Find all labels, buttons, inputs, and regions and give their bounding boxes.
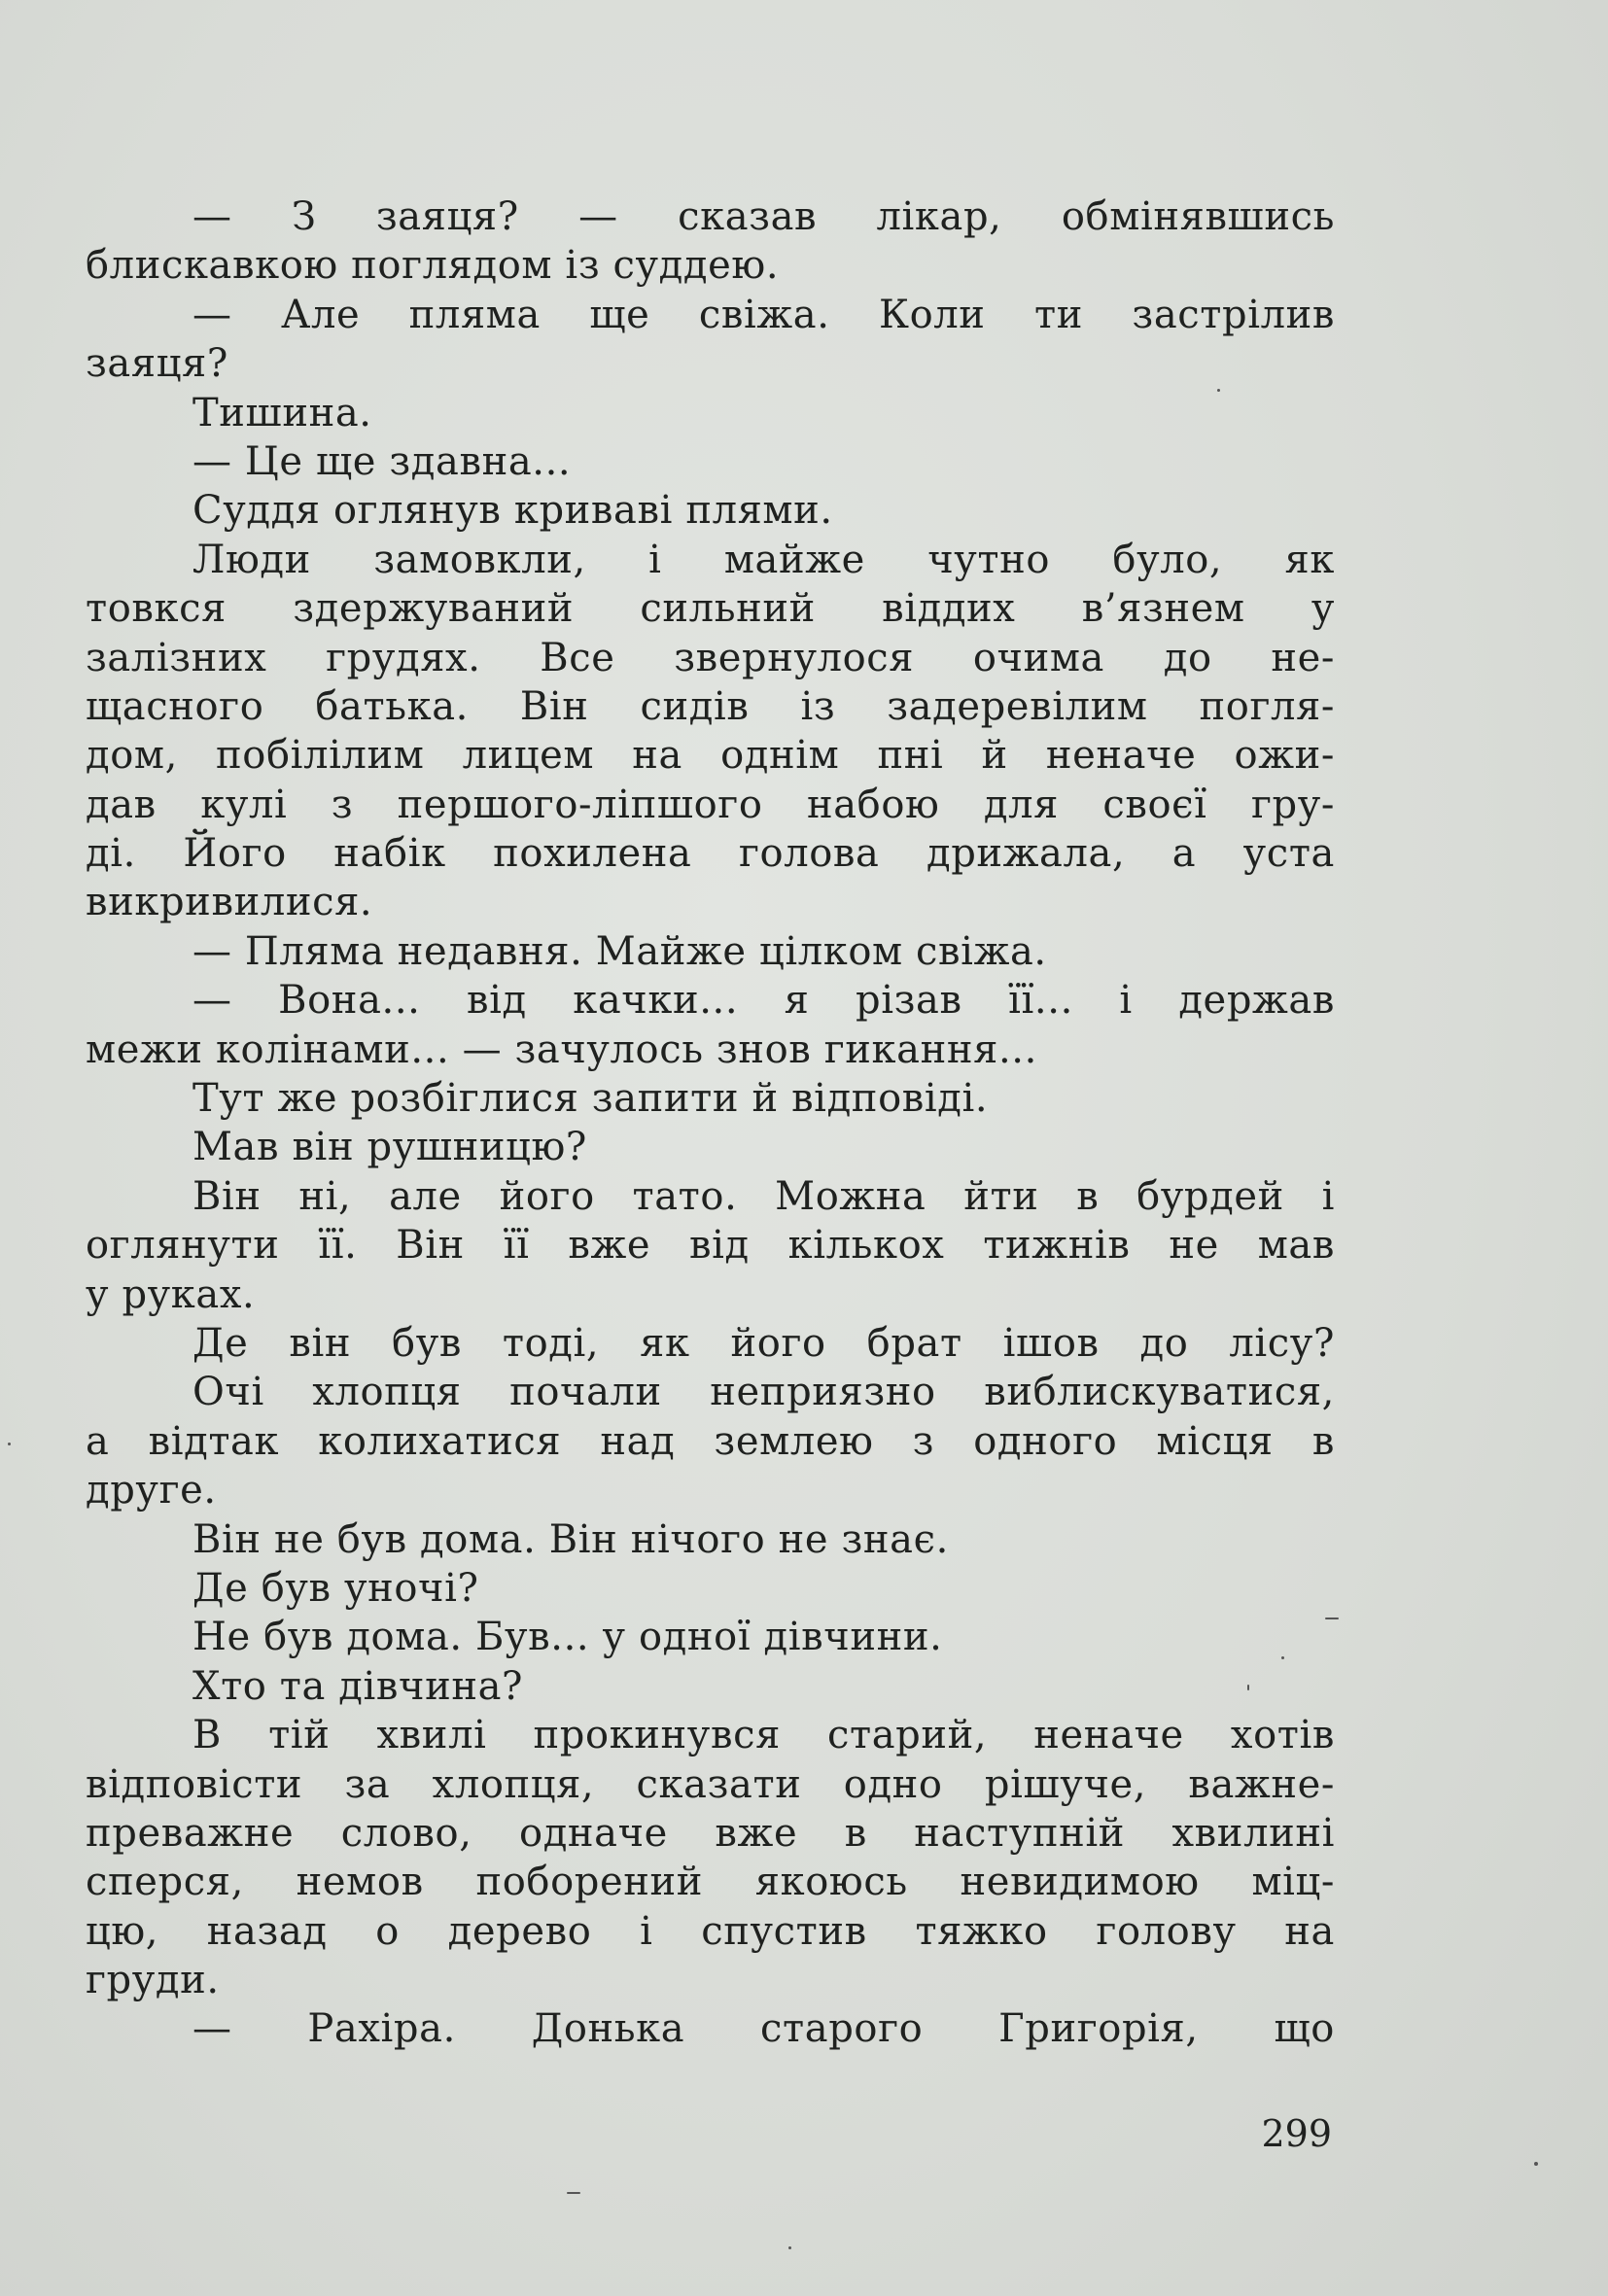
text-line: Він ні, але його тато. Можна йти в бурдей і xyxy=(192,1173,1335,1219)
text-line: Суддя оглянув криваві плями. xyxy=(192,488,833,534)
text-line: Де він був тоді, як його брат ішов до лісу? xyxy=(192,1320,1335,1366)
text-line: — Вона... від качки... я різав її... і держав xyxy=(192,978,1335,1024)
text-line: у руках. xyxy=(86,1271,256,1317)
scan-speck xyxy=(1217,389,1220,392)
text-line: груди. xyxy=(86,1958,220,2003)
text-line: оглянути її. Він її вже від кількох тижнів не мав xyxy=(86,1223,1335,1269)
text-line: Мав він рушницю? xyxy=(192,1125,587,1170)
scan-speck xyxy=(1534,2162,1538,2166)
text-line: — Це ще здавна... xyxy=(192,438,572,484)
scan-speck xyxy=(1247,1685,1249,1690)
text-line: друге. xyxy=(86,1468,217,1513)
text-line: товкся здержуваний сильний віддих в’язнем у xyxy=(86,586,1335,632)
text-line: щасного батька. Він сидів із задеревілим погля- xyxy=(86,683,1335,729)
text-line: Очі хлопця почали неприязно виблискуватися, xyxy=(192,1370,1335,1415)
text-line: Тут же розбіглися запити й відповіді. xyxy=(192,1076,989,1122)
text-line: преважне слово, одначе вже в наступній хвилині xyxy=(86,1810,1335,1856)
text-line: — З заяця? — сказав лікар, обмінявшись xyxy=(192,194,1335,239)
text-line: ді. Його набік похилена голова дрижала, а уста xyxy=(86,831,1335,877)
text-line: залізних грудях. Все звернулося очима до не- xyxy=(86,635,1335,680)
body-text xyxy=(86,192,1335,2054)
text-line: заяця? xyxy=(86,341,228,387)
text-line: відповісти за хлопця, сказати одно рішуче, важне- xyxy=(86,1761,1335,1807)
scan-speck xyxy=(567,2192,580,2194)
scan-speck xyxy=(788,2246,791,2249)
text-line: Він не був дома. Він нічого не знає. xyxy=(192,1516,949,1562)
text-line: а відтак колихатися над землею з одного місця в xyxy=(86,1418,1335,1464)
text-line: межи колінами... — зачулось знов гикання... xyxy=(86,1026,1037,1072)
text-line: дом, побілілим лицем на однім пні й неначе ожи- xyxy=(86,733,1335,779)
scan-speck xyxy=(1325,1618,1339,1619)
text-line: Не був дома. Був... у одної дівчини. xyxy=(192,1615,943,1660)
text-line: сперся, немов поборений якоюсь невидимою міц- xyxy=(86,1860,1335,1905)
text-line: Хто та дівчина? xyxy=(192,1663,524,1709)
page-number: 299 xyxy=(1261,2112,1332,2155)
scan-speck xyxy=(1281,1656,1284,1659)
text-line: Тишина. xyxy=(192,390,372,435)
text-line: — Пляма недавня. Майже цілком свіжа. xyxy=(192,928,1047,974)
text-line: — Рахіра. Донька старого Григорія, що xyxy=(192,2006,1335,2052)
text-line: — Але пляма ще свіжа. Коли ти застрілив xyxy=(192,292,1335,337)
text-line: цю, назад о дерево і спустив тяжко голову на xyxy=(86,1908,1335,1954)
scan-speck xyxy=(8,1443,11,1445)
text-line: викривилися. xyxy=(86,880,373,925)
text-line: В тій хвилі прокинувся старий, неначе хотів xyxy=(192,1713,1335,1758)
text-line: блискавкою поглядом із суддею. xyxy=(86,243,780,289)
text-line: дав кулі з першого-ліпшого набою для своєї гру- xyxy=(86,782,1335,827)
text-line: Де був уночі? xyxy=(192,1565,479,1611)
text-line: Люди замовкли, і майже чутно було, як xyxy=(192,537,1335,582)
